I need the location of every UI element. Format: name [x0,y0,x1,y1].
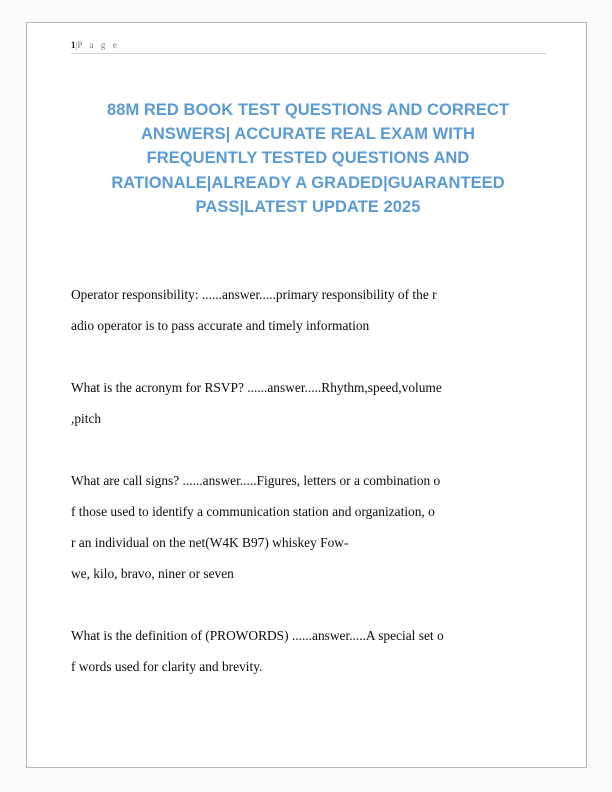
document-title [79,98,537,219]
document-body [71,279,551,682]
qa-block-prowords-definition [71,620,551,682]
qa-line: f words used for clarity and brevity. [71,659,263,674]
qa-line: What is the acronym for RSVP? ......answer.....Rhythm,speed,volume [71,380,442,395]
title-line: FREQUENTLY TESTED QUESTIONS AND [146,149,470,168]
page-number: 1 [71,40,76,50]
qa-block-call-signs [71,465,551,589]
qa-line: ,pitch [71,411,102,426]
document-page [26,22,587,768]
qa-line: adio operator is to pass accurate and timely information [71,318,370,333]
qa-line: What are call signs? ......answer.....Figures, letters or a combination o [71,473,441,488]
qa-line: Operator responsibility: ......answer.....primary responsibility of the r [71,287,437,302]
qa-block-operator-responsibility [71,279,551,341]
title-line: PASS|LATEST UPDATE 2025 [195,197,421,216]
qa-line: we, kilo, bravo, niner or seven [71,566,234,581]
qa-line: f those used to identify a communication station and organization, o [71,504,435,519]
title-line: RATIONALE|ALREADY A GRADED|GUARANTEED [111,173,505,192]
qa-block-rsvp-acronym [71,372,551,434]
qa-line: r an individual on the net(W4K B97) whiskey Fow- [71,535,349,550]
title-line: 88M RED BOOK TEST QUESTIONS AND CORRECT [107,101,509,119]
header-separator: | [75,40,78,50]
header-text [71,40,119,50]
qa-line: What is the definition of (PROWORDS) ......answer.....A special set o [71,628,444,643]
header-divider [71,53,546,54]
page-header [71,35,546,61]
header-page-label: P a g e [77,40,120,50]
title-line: ANSWERS| ACCURATE REAL EXAM WITH [140,125,476,144]
